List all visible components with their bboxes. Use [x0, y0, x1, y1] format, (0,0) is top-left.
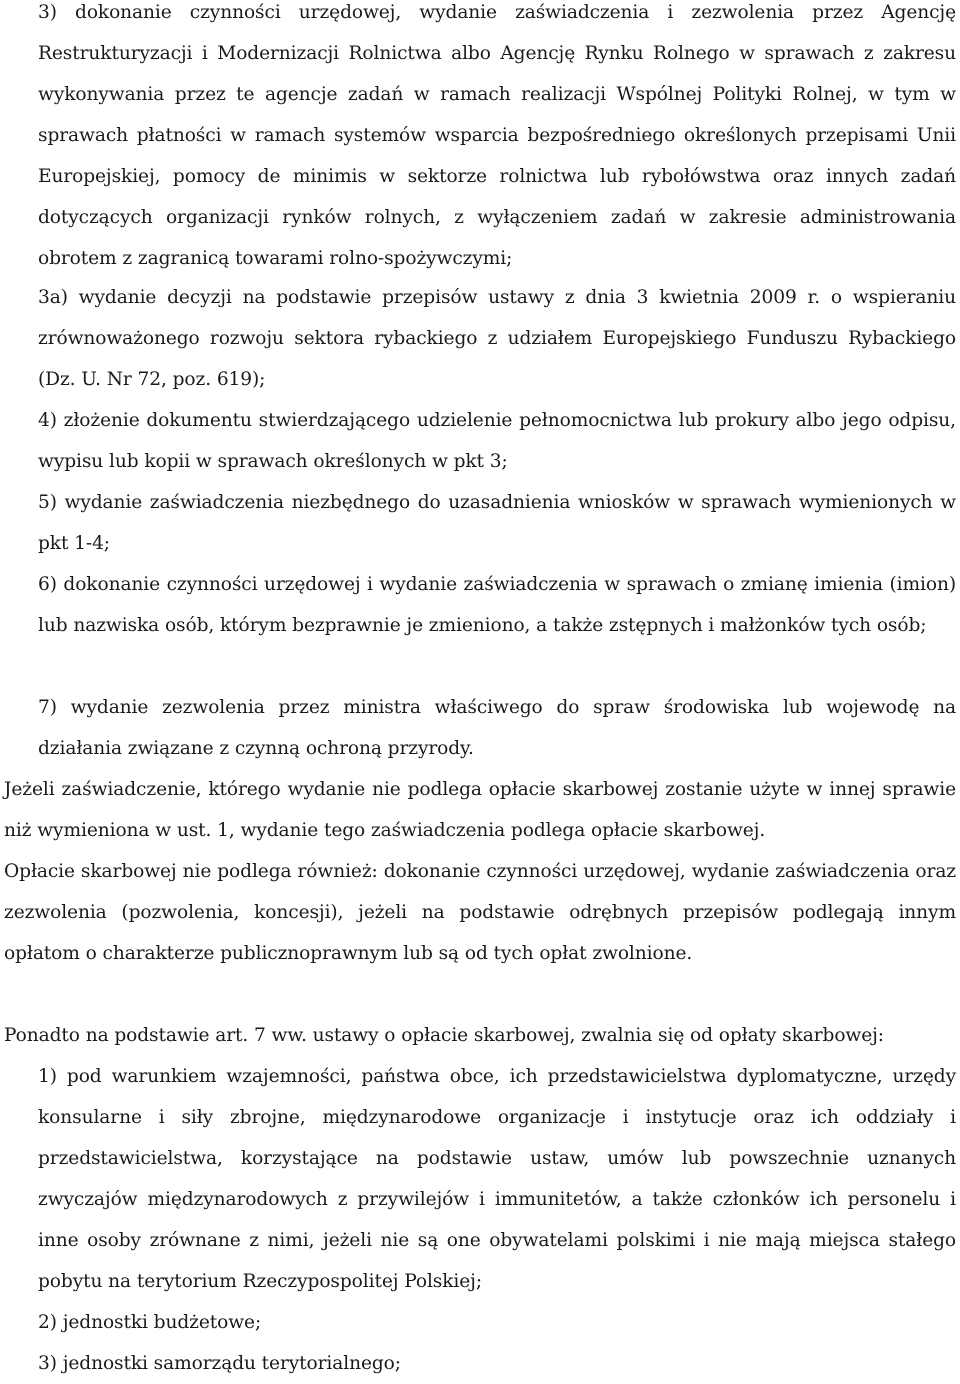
exemption-item-3: 3) jednostki samorządu terytorialnego;: [38, 1353, 401, 1374]
exemption-item-2: 2) jednostki budżetowe;: [38, 1312, 262, 1333]
paragraph-item-3: 3) dokonanie czynności urzędowej, wydanie zaświadczenia i zezwolenia przez Agencję Restrukturyzacji i Modernizacji Rolnictwa albo Agencję Rynku Rolnego w sprawach z zakresu wykonywania przez te agencje zadań w ramach realizacji Wspólnej Polityki Rolnej, w tym w sprawach płatności w ramach systemów wsparcia bezpośredniego określonych przepisami Unii Europejskiej, pomocy de minimis w sektorze rolnictwa lub rybołówstwa oraz innych zadań dotyczących organizacji rynków rolnych, z wyłączeniem zadań w zakresie administrowania obrotem z zagranicą towarami rolno-spożywczymi;: [38, 2, 956, 269]
exemption-item-1: 1) pod warunkiem wzajemności, państwa obce, ich przedstawicielstwa dyplomatyczne, urzędy konsularne i siły zbrojne, międzynarodowe organizacje i instytucje oraz ich oddziały i przedstawicielstwa, korzystające na podstawie ustaw, umów lub powszechnie uznanych zwyczajów międzynarodowych z przywilejów i immunitetów, a także członków ich personelu i inne osoby zrównane z nimi, jeżeli nie są one obywatelami polskimi i nie mają miejsca stałego pobytu na terytorium Rzeczypospolitej Polskiej;: [38, 1066, 956, 1292]
paragraph-item-7: 7) wydanie zezwolenia przez ministra właściwego do spraw środowiska lub wojewodę na działania związane z czynną ochroną przyrody.: [38, 697, 956, 759]
paragraph-item-6: 6) dokonanie czynności urzędowej i wydanie zaświadczenia w sprawach o zmianę imienia (imion) lub nazwiska osób, którym bezprawnie je zmieniono, a także zstępnych i małżonków tych osób;: [38, 574, 956, 636]
paragraph-oplacie: Opłacie skarbowej nie podlega również: dokonanie czynności urzędowej, wydanie zaświadczenia oraz zezwolenia (pozwolenia, koncesji), jeżeli na podstawie odrębnych przepisów podlegają innym opłatom o charakterze publicznoprawnym lub są od tych opłat zwolnione.: [4, 861, 956, 964]
paragraph-item-5: 5) wydanie zaświadczenia niezbędnego do uzasadnienia wniosków w sprawach wymienionych w pkt 1-4;: [38, 492, 956, 554]
paragraph-item-4: 4) złożenie dokumentu stwierdzającego udzielenie pełnomocnictwa lub prokury albo jego odpisu, wypisu lub kopii w sprawach określonych w pkt 3;: [38, 410, 956, 472]
paragraph-jezeli: Jeżeli zaświadczenie, którego wydanie nie podlega opłacie skarbowej zostanie użyte w innej sprawie niż wymieniona w ust. 1, wydanie tego zaświadczenia podlega opłacie skarbowej.: [4, 779, 956, 841]
paragraph-item-3a: 3a) wydanie decyzji na podstawie przepisów ustawy z dnia 3 kwietnia 2009 r. o wspieraniu zrównoważonego rozwoju sektora rybackiego z udziałem Europejskiego Funduszu Rybackiego (Dz. U. Nr 72, poz. 619);: [38, 287, 956, 390]
paragraph-ponadto: Ponadto na podstawie art. 7 ww. ustawy o opłacie skarbowej, zwalnia się od opłaty skarbowej:: [4, 1025, 884, 1046]
